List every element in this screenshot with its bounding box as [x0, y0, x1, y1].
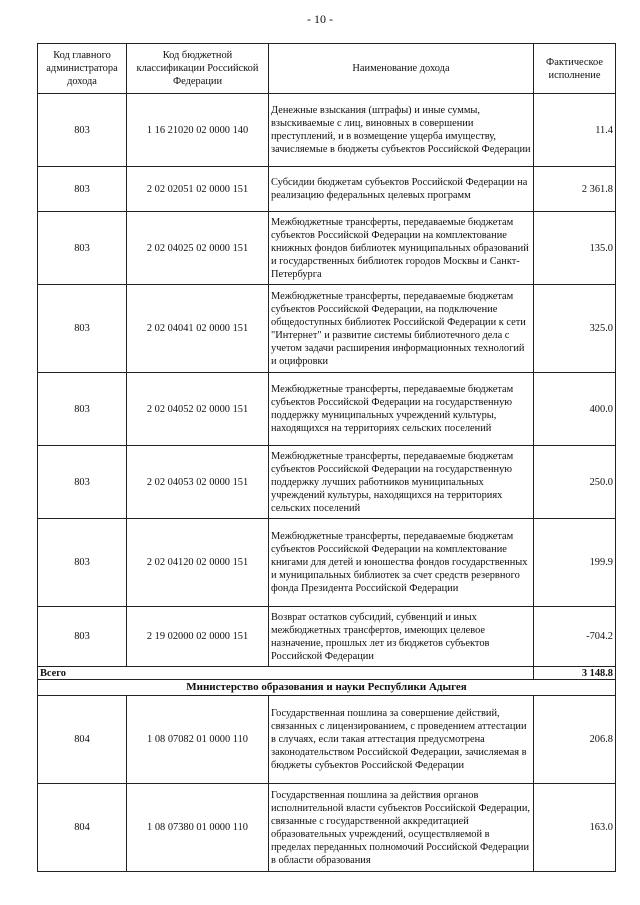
income-name-cell: Межбюджетные трансферты, передаваемые бюджетам субъектов Российской Федерации на комплектование книжных фондов библиотек муниципальных образований и государственных библиотек городов Москвы и Санкт-Петербурга — [269, 212, 534, 285]
budget-code-cell: 2 02 04120 02 0000 151 — [127, 519, 269, 607]
admin-code-cell: 803 — [38, 519, 127, 607]
amount-cell: 135.0 — [534, 212, 616, 285]
admin-code-cell: 803 — [38, 607, 127, 667]
header-income-name: Наименование дохода — [269, 44, 534, 94]
admin-code-cell: 803 — [38, 373, 127, 446]
budget-code-cell: 2 02 02051 02 0000 151 — [127, 167, 269, 212]
admin-code-cell: 803 — [38, 94, 127, 167]
admin-code-cell: 803 — [38, 446, 127, 519]
revenue-table — [37, 43, 616, 872]
amount-cell: 250.0 — [534, 446, 616, 519]
section-title: Министерство образования и науки Республики Адыгея — [38, 680, 616, 696]
amount-cell: 2 361.8 — [534, 167, 616, 212]
table-row — [38, 167, 616, 212]
budget-code-cell: 1 08 07082 01 0000 110 — [127, 696, 269, 784]
table-row — [38, 607, 616, 667]
admin-code-cell: 803 — [38, 167, 127, 212]
income-name-cell: Возврат остатков субсидий, субвенций и иных межбюджетных трансфертов, имеющих целевое назначение, прошлых лет из бюджетов субъектов Российской Федерации — [269, 607, 534, 667]
amount-cell: -704.2 — [534, 607, 616, 667]
header-budget-code: Код бюджетной классификации Российской Федерации — [127, 44, 269, 94]
page-number: - 10 - — [307, 12, 333, 26]
amount-cell: 325.0 — [534, 285, 616, 373]
income-name-cell: Межбюджетные трансферты, передаваемые бюджетам субъектов Российской Федерации на государственную поддержку лучших работников муниципальных учреждений культуры, находящихся на территориях сельских поселений — [269, 446, 534, 519]
budget-code-cell: 2 02 04053 02 0000 151 — [127, 446, 269, 519]
header-actual-execution: Фактическое исполнение — [534, 44, 616, 94]
income-name-cell: Межбюджетные трансферты, передаваемые бюджетам субъектов Российской Федерации на государственную поддержку муниципальных учреждений культуры, находящихся на территориях сельских поселений — [269, 373, 534, 446]
amount-cell: 206.8 — [534, 696, 616, 784]
header-admin-code: Код главного администратора дохода — [38, 44, 127, 94]
table-row — [38, 784, 616, 872]
table-row — [38, 285, 616, 373]
amount-cell: 11.4 — [534, 94, 616, 167]
table-row — [38, 446, 616, 519]
budget-code-cell: 2 02 04025 02 0000 151 — [127, 212, 269, 285]
amount-cell: 400.0 — [534, 373, 616, 446]
admin-code-cell: 803 — [38, 285, 127, 373]
table-row — [38, 94, 616, 167]
income-name-cell: Денежные взыскания (штрафы) и иные суммы, взыскиваемые с лиц, виновных в совершении преступлений, и в возмещение ущерба имуществу, зачисляемые в бюджеты субъектов Российской Федерации — [269, 94, 534, 167]
table-row — [38, 696, 616, 784]
income-name-cell: Межбюджетные трансферты, передаваемые бюджетам субъектов Российской Федерации, на подключение общедоступных библиотек Российской Федерации к сети "Интернет" и развитие системы библиотечного дела с учетом задачи расширения информационных технологий и оцифровки — [269, 285, 534, 373]
section-row — [38, 680, 616, 696]
admin-code-cell: 803 — [38, 212, 127, 285]
table-row — [38, 519, 616, 607]
table-row — [38, 373, 616, 446]
budget-code-cell: 2 02 04052 02 0000 151 — [127, 373, 269, 446]
total-row — [38, 667, 616, 680]
amount-cell: 199.9 — [534, 519, 616, 607]
budget-code-cell: 1 08 07380 01 0000 110 — [127, 784, 269, 872]
total-label: Всего — [38, 667, 534, 680]
budget-code-cell: 2 02 04041 02 0000 151 — [127, 285, 269, 373]
income-name-cell: Государственная пошлина за совершение действий, связанных с лицензированием, с проведением аттестации в случаях, если такая аттестация предусмотрена законодательством Российской Федерации, зачисляемая в бюджеты субъектов Российской Федерации — [269, 696, 534, 784]
income-name-cell: Государственная пошлина за действия органов исполнительной власти субъектов Российской Федерации, связанные с государственной аккредитацией образовательных учреждений, осуществляемой в пределах переданных полномочий Российской Федерации в области образования — [269, 784, 534, 872]
table-row — [38, 212, 616, 285]
admin-code-cell: 804 — [38, 784, 127, 872]
budget-code-cell: 2 19 02000 02 0000 151 — [127, 607, 269, 667]
table-header-row — [38, 44, 616, 94]
income-name-cell: Межбюджетные трансферты, передаваемые бюджетам субъектов Российской Федерации на комплектование книгами для детей и юношества фондов государственных и муниципальных библиотек за счет средств резервного фонда Президента Российской Федерации — [269, 519, 534, 607]
budget-code-cell: 1 16 21020 02 0000 140 — [127, 94, 269, 167]
amount-cell: 163.0 — [534, 784, 616, 872]
admin-code-cell: 804 — [38, 696, 127, 784]
income-name-cell: Субсидии бюджетам субъектов Российской Федерации на реализацию федеральных целевых программ — [269, 167, 534, 212]
total-amount: 3 148.8 — [534, 667, 616, 680]
